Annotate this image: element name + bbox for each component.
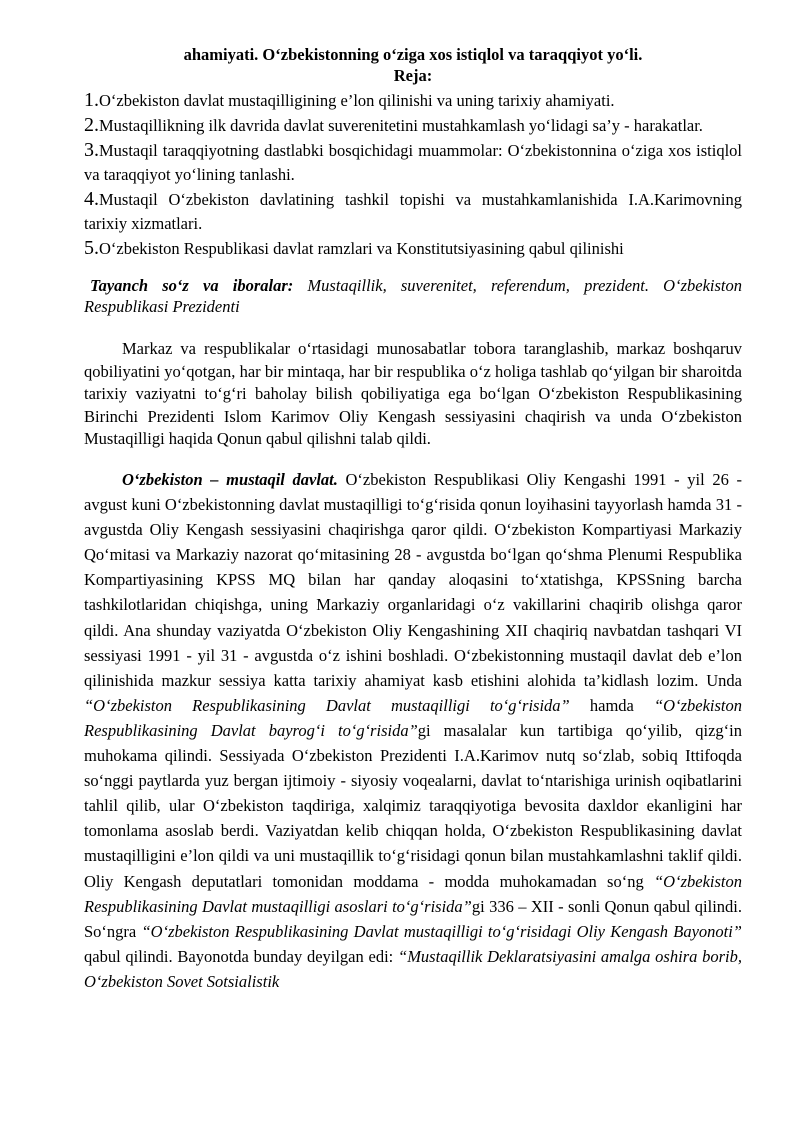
plan-item-text: O‘zbekiston davlat mustaqilligining e’lon qilinishi va uning tarixiy ahamiyati. [99,91,615,110]
plan-item-number: 3. [84,139,99,161]
plan-item-text: Mustaqil taraqqiyotning dastlabki bosqichidagi muammolar: O‘zbekistonnina o‘ziga xos istiqlol va taraqqiyot yo‘lining tanlashi. [84,141,742,184]
text-run: qabul qilindi. Bayonotda bunday deyilgan edi: [84,946,399,966]
plan-item [84,113,742,138]
law-title: “O‘zbekiston Respublikasining Davlat mustaqilligi asoslari to‘g‘risida” [84,871,742,916]
keywords-block [84,275,742,317]
plan-item-text: Mustaqillikning ilk davrida davlat suverenitetini mustahkamlash yo‘lidagi sa’y - harakatlar. [99,116,703,135]
plan-item-number: 1. [84,89,99,111]
plan-item-number: 4. [84,188,99,210]
plan-list [84,88,742,261]
plan-item [84,236,742,261]
document-page [84,44,742,1010]
plan-item-number: 2. [84,114,99,136]
plan-item-text: Mustaqil O‘zbekiston davlatining tashkil topishi va mustahkamlanishida I.A.Karimovning tarixiy xizmatlari. [84,190,742,233]
body-paragraph: Markaz va respublikalar o‘rtasidagi munosabatlar tobora taranglashib, markaz boshqaruv qobiliyatini yo‘qotgan, har bir mintaqa, har bir respublika o‘z holiga tashlab qo‘yilgan bir sharoitda tarixiy vaziyatni to‘g‘ri baholay bilish qobiliyatiga ega bo‘lgan O‘zbekiston Respublikasining Birinchi Prezidenti Islom Karimov Oliy Kengash sessiyasini chaqirish va unda O‘zbekiston Mustaqilligi haqida Qonun qabul qilishni talab qildi. [84,339,742,448]
law-title: “O‘zbekiston Respublikasining Davlat mustaqilligi to‘g‘risidagi Oliy Kengash Bayonoti” [141,921,742,941]
text-run: hamda [569,695,654,715]
plan-item [84,88,742,113]
quote-text: “Mustaqillik Deklaratsiyasini amalga oshira borib, O‘zbekiston Sovet Sotsialistik [84,946,742,991]
plan-item-text: O‘zbekiston Respublikasi davlat ramzlari va Konstitutsiyasining qabul qilinishi [99,239,624,258]
text-run: gi 336 – XII - sonli Qonun qabul qilindi. So‘ngra [84,896,742,941]
body-paragraph [84,467,742,994]
text-run: O‘zbekiston Respublikasi Oliy Kengashi 1991 - yil 26 - avgust kuni O‘zbekistonning davlat mustaqilligi to‘g‘risida qonun loyihasini tayyorlash hamda 31 - avgustda Oliy Kengash sessiyasini chaqirishga qaror qildi. O‘zbekiston Kompartiyasi Markaziy Qo‘mitasi va Markaziy nazorat qo‘mitasining 28 - avgustda bo‘lgan qo‘shma Plenumi Respublika Kompartiyasining KPSS MQ bilan har qanday aloqasini to‘xtatishga, KPSSning barcha tashkilotlaridan chiqishga, uning Markaziy organlaridagi o‘z vakillarini chaqirib olishga qaror qildi. Ana shunday vaziyatda O‘zbekiston Oliy Kengashining XII chaqiriq navbatdan tashqari VI sessiyasi 1991 - yil 31 - avgustda o‘z ishini boshladi. O‘zbekistonning mustaqil davlat deb e’lon qilinishida mazkur sessiya katta tarixiy ahamiyat kasb etishini alohida ta’kidlash lozim. Unda [84,470,742,690]
section-lead: O‘zbekiston – mustaqil davlat. [122,470,338,489]
page-title: ahamiyati. O‘zbekistonning o‘ziga xos istiqlol va taraqqiyot yo‘li. [183,45,643,64]
text-run: gi masalalar kun tartibiga qo‘yilib, qizg‘in muhokama qilindi. Sessiyada O‘zbekiston Prezidenti I.A.Karimov nutq so‘zlab, sobiq Ittifoqda so‘nggi paytlarda yuz bergan ijtimoiy - siyosiy voqealarni, davlat to‘ntarishiga urinish oqibatlarini tahlil qilib, ular O‘zbekiston taqdiriga, xalqimiz taraqqiyotiga bevosita daxldor ekanligini har tomonlama asoslab berdi. Vaziyatdan kelib chiqqan holda, O‘zbekiston Respublikasining davlat mustaqilligini e’lon qildi va uni mustaqillik to‘g‘risidagi qonun bilan mustahkamlashni taklif qildi. Oliy Kengash deputatlari tomonidan moddama - modda muhokamadan so‘ng [84,720,742,891]
law-title: “O‘zbekiston Respublikasining Davlat bayrog‘i to‘g‘risida” [84,695,742,740]
plan-item-number: 5. [84,237,99,259]
law-title: “O‘zbekiston Respublikasining Davlat mustaqilligi to‘g‘risida” [84,695,570,715]
plan-item [84,187,742,236]
plan-item [84,138,742,187]
keywords-label: Tayanch so‘z va iboralar: [90,276,294,295]
keywords-text: Mustaqillik, suverenitet, referendum, prezident. O‘zbekiston Respublikasi Prezidenti [84,276,742,316]
plan-heading: Reja: [393,66,433,85]
